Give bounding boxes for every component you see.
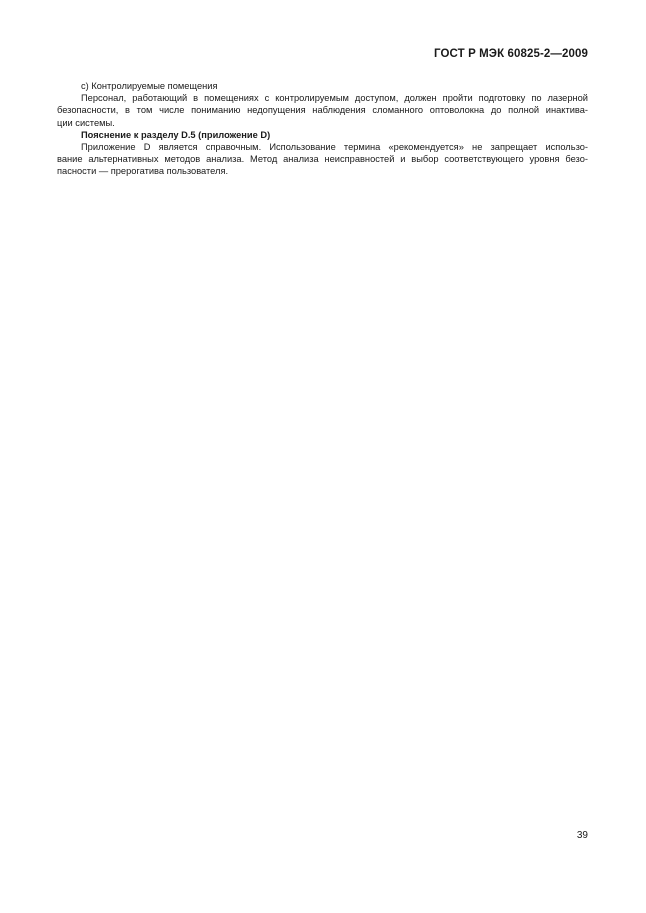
paragraph-line: вание альтернативных методов анализа. Метод анализа неисправностей и выбор соответствующего уровня безо- [57,154,588,165]
paragraph-line: пасности — прерогатива пользователя. [57,166,229,177]
paragraph-line: Приложение D является справочным. Использование термина «рекомендуется» не запрещает использо- [81,142,588,153]
list-item-c [57,80,588,92]
paragraph-line: ции системы. [57,117,115,128]
section-heading-text: Пояснение к разделу D.5 (приложение D) [81,129,271,140]
page-number: 39 [576,830,588,841]
paragraph-line: безопасности, в том числе пониманию недопущения наблюдения сломанного оптоволокна до полной инактива- [57,105,588,116]
document-body [57,80,588,178]
document-header: ГОСТ Р МЭК 60825-2—2009 [434,48,588,60]
paragraph-controlled-rooms [57,92,588,129]
paragraph-line: Персонал, работающий в помещениях с контролируемым доступом, должен пройти подготовку по лазерной [81,93,588,104]
list-item-c-text: с) Контролируемые помещения [81,81,218,91]
paragraph-appendix-d [57,141,588,178]
section-heading [57,129,588,141]
